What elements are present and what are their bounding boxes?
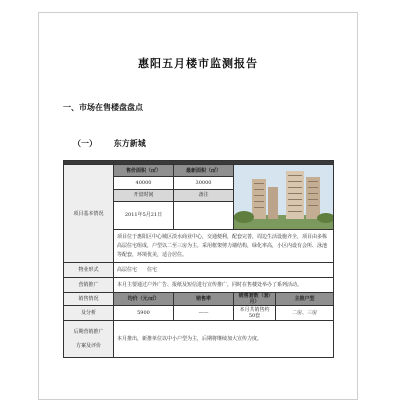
future-plan-label-line1: 后期营销推广 (73, 329, 104, 335)
subsection-heading (73, 138, 146, 149)
header-area-2: 最新面积（㎡） (174, 165, 234, 177)
report-page (38, 12, 358, 400)
area-value-2: 30000 (174, 177, 234, 189)
open-time-label: 开盘时间 (114, 189, 174, 201)
project-photo (234, 165, 334, 230)
header-area-1: 售价面积（㎡） (114, 165, 174, 177)
project-table (63, 160, 334, 358)
sales-rate-value: —— (174, 306, 234, 321)
future-plan-label (64, 321, 114, 358)
promotion-value: 本月主要通过户外广告、报纸及短信进行宣传推广，同时在售楼处举办了系列活动。 (114, 278, 334, 293)
section-heading: 一、市场在售楼盘盘点 (63, 102, 143, 112)
col-avg-price: 均价（元/㎡） (114, 293, 174, 306)
future-plan-value: 本月推出，新推单位以中小户型为主，后期将继续加大宣传力度。 (114, 321, 334, 358)
sales-analysis-label: 及分析 (64, 306, 114, 321)
product-form-label: 物业形式 (64, 263, 114, 278)
subsection-name: 东方新城 (113, 138, 146, 148)
col-sales-rate: 销售率 (174, 293, 234, 306)
open-time-value: 2011年5月21日 (114, 201, 174, 229)
status-label: 备注 (174, 189, 234, 201)
product-form-value: 高层住宅 住宅 (114, 263, 334, 278)
subsection-number: （一） (73, 138, 97, 148)
sales-label: 销售情况 (64, 293, 114, 306)
col-units-sold: 销售套数（套/月） (234, 293, 276, 306)
building-photo-image (234, 165, 334, 229)
basic-info-label: 项目基本情况 (64, 165, 114, 263)
status-value (174, 201, 234, 229)
main-type-value: 二房、三房 (276, 306, 334, 321)
col-main-type: 主推户型 (276, 293, 334, 306)
report-title: 惠阳五月楼市监测报告 (138, 57, 258, 70)
avg-price-value: 5900 (114, 306, 174, 321)
promotion-label: 营销推广 (64, 278, 114, 293)
project-description: 项目位于惠阳区中心城区淡水商业中心，交通便利，配套完善，周边生活设施齐全，项目由多栋高层住宅组成，户型以二至三房为主，采用框架剪力墙结构，绿化率高，小区内设有会所、泳池等配套，环境优美，适合居住。 (114, 230, 334, 263)
area-value-1: 40000 (114, 177, 174, 189)
units-sold-value: 本月共销售约50套 (234, 306, 276, 321)
future-plan-label-line2: 方案及评价 (75, 343, 101, 349)
